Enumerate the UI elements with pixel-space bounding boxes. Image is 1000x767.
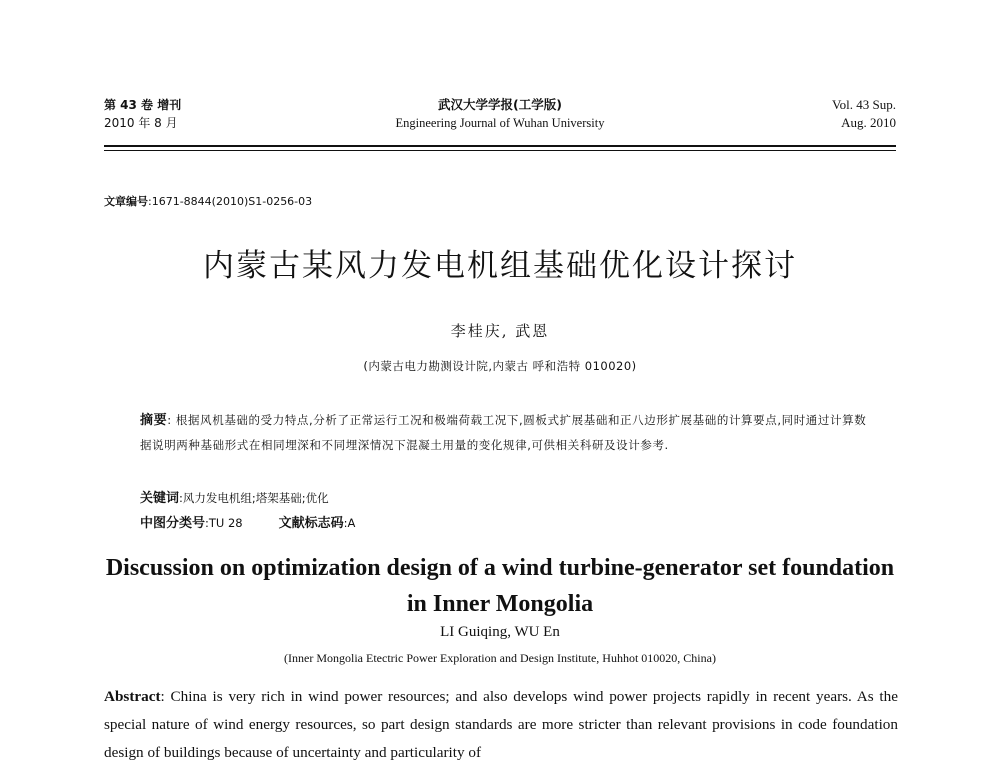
header-rule-thin (104, 150, 896, 151)
abstract-cn-label: 摘要 (140, 413, 168, 428)
title-cn: 内蒙古某风力发电机组基础优化设计探讨 (203, 248, 797, 284)
date-cn: 2010 年 8 月 (104, 116, 178, 130)
article-number-value: :1671-8844(2010)S1-0256-03 (148, 195, 313, 208)
header-center (104, 96, 896, 132)
authors-en: LI Guiqing, WU En (440, 624, 560, 640)
authors-cn: 李桂庆, 武恩 (450, 322, 550, 340)
journal-name-en: Engineering Journal of Wuhan University (395, 116, 605, 130)
keywords-cn (140, 487, 329, 506)
running-header (104, 96, 896, 136)
abstract-en-text: : China is very rich in wind power resources; and also develops wind power projects rapidly in recent years. As the special nature of wind energy resources, so part design standards are more stricter than relevant provisions in code foundation design of buildings because of uncertainty and particularity of (104, 688, 898, 761)
article-number-label: 文章编号 (104, 195, 148, 208)
abstract-cn (140, 408, 872, 457)
keywords-cn-text: :风力发电机组;塔架基础;优化 (179, 491, 329, 505)
keywords-cn-label: 关键词 (140, 491, 180, 506)
classification-line (140, 512, 355, 531)
doc-code-label: 文献标志码 (278, 516, 344, 531)
affiliation-en: (Inner Mongolia Etectric Power Exploration and Design Institute, Huhhot 010020, China) (284, 651, 716, 665)
header-rule-thick (104, 145, 896, 147)
affiliation-cn: (内蒙古电力勘测设计院,内蒙古 呼和浩特 010020) (363, 359, 637, 373)
date-en: Aug. 2010 (841, 115, 896, 130)
article-number (104, 193, 312, 209)
volume-en: Vol. 43 Sup. (831, 97, 896, 112)
class-number-value: :TU 28 (205, 516, 243, 530)
title-en: Discussion on optimization design of a wind turbine-generator set foundation in Inner Mongolia (105, 555, 895, 617)
abstract-en-label: Abstract (104, 688, 161, 705)
class-number-label: 中图分类号 (140, 516, 206, 531)
journal-name-cn: 武汉大学学报(工学版) (438, 97, 562, 112)
abstract-en (104, 683, 898, 767)
header-right (832, 96, 896, 132)
volume-cn: 第 43 卷 增刊 (104, 98, 182, 112)
doc-code-value: :A (343, 516, 356, 530)
abstract-cn-text: : 根据风机基础的受力特点,分析了正常运行工况和极端荷载工况下,圆板式扩展基础和正八边形扩展基础的计算要点,同时通过计算数据说明两种基础形式在相同埋深和不同埋深情况下混凝土用量的变化规律,可供相关科研及设计参考. (140, 413, 867, 452)
